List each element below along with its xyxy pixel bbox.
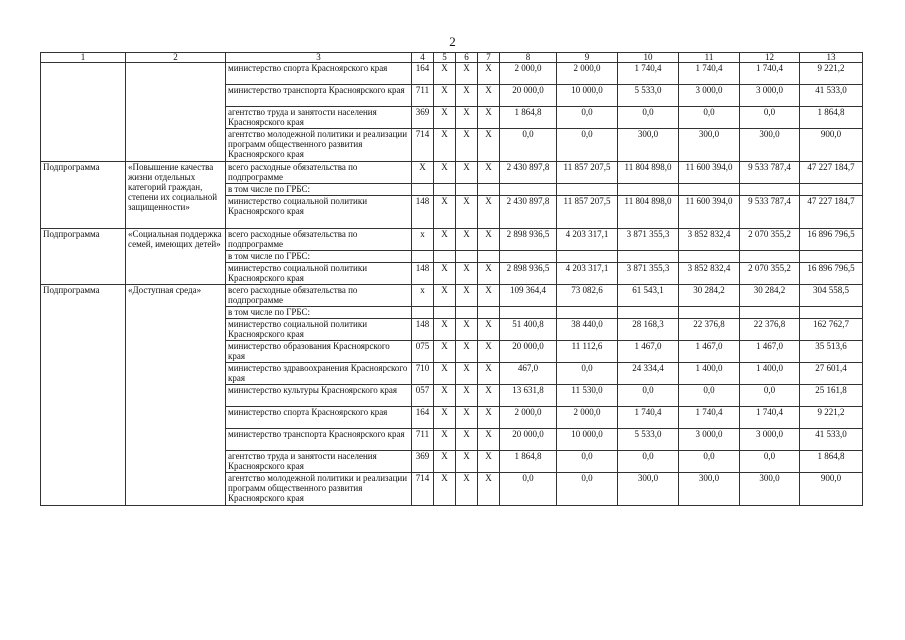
value-cell: 0,0 bbox=[557, 129, 618, 162]
x-cell: X bbox=[478, 107, 500, 129]
value-cell bbox=[618, 184, 679, 196]
total-cell: 900,0 bbox=[800, 129, 863, 162]
value-cell: 2 000,0 bbox=[500, 63, 557, 85]
total-cell bbox=[800, 251, 863, 263]
x-cell: X bbox=[478, 473, 500, 506]
value-cell: 0,0 bbox=[557, 363, 618, 385]
total-cell: 41 533,0 bbox=[800, 85, 863, 107]
value-cell: 3 871 355,3 bbox=[618, 229, 679, 251]
spender-name-cell: министерство транспорта Красноярского края bbox=[226, 429, 412, 451]
value-cell: 11 857 207,5 bbox=[557, 196, 618, 229]
code-cell: 148 bbox=[412, 196, 434, 229]
value-cell: 467,0 bbox=[500, 363, 557, 385]
spender-name-cell: агентство труда и занятости населения Красноярского края bbox=[226, 107, 412, 129]
spender-name-cell: агентство молодежной политики и реализации программ общественного развития Красноярского края bbox=[226, 473, 412, 506]
value-cell: 11 804 898,0 bbox=[618, 196, 679, 229]
x-cell: X bbox=[456, 196, 478, 229]
value-cell bbox=[500, 184, 557, 196]
column-number-cell: 8 bbox=[500, 53, 557, 63]
x-cell: X bbox=[478, 196, 500, 229]
value-cell: 22 376,8 bbox=[679, 319, 740, 341]
x-cell: X bbox=[456, 473, 478, 506]
table-body bbox=[41, 53, 863, 506]
spender-name-cell: агентство молодежной политики и реализации программ общественного развития Красноярского края bbox=[226, 129, 412, 162]
x-cell: X bbox=[434, 407, 456, 429]
value-cell: 20 000,0 bbox=[500, 85, 557, 107]
x-cell: X bbox=[434, 429, 456, 451]
x-cell: X bbox=[456, 451, 478, 473]
value-cell: 2 898 936,5 bbox=[500, 229, 557, 251]
value-cell bbox=[740, 184, 800, 196]
value-cell: 61 543,1 bbox=[618, 285, 679, 307]
value-cell: 1 400,0 bbox=[679, 363, 740, 385]
value-cell: 3 871 355,3 bbox=[618, 263, 679, 285]
code-cell: 369 bbox=[412, 107, 434, 129]
value-cell: 0,0 bbox=[740, 107, 800, 129]
x-cell: X bbox=[456, 319, 478, 341]
value-cell: 10 000,0 bbox=[557, 85, 618, 107]
value-cell bbox=[618, 251, 679, 263]
value-cell: 3 000,0 bbox=[740, 85, 800, 107]
x-cell: X bbox=[478, 85, 500, 107]
x-cell: X bbox=[478, 429, 500, 451]
x-cell: X bbox=[456, 263, 478, 285]
total-cell: 35 513,6 bbox=[800, 341, 863, 363]
value-cell: 0,0 bbox=[679, 107, 740, 129]
value-cell: 0,0 bbox=[557, 107, 618, 129]
value-cell: 5 533,0 bbox=[618, 85, 679, 107]
x-cell: X bbox=[434, 63, 456, 85]
value-cell: 3 000,0 bbox=[740, 429, 800, 451]
value-cell: 30 284,2 bbox=[679, 285, 740, 307]
x-cell: X bbox=[434, 229, 456, 251]
column-number-cell: 5 bbox=[434, 53, 456, 63]
spender-name-cell: всего расходные обязательства по подпрограмме bbox=[226, 285, 412, 307]
spender-name-cell: в том числе по ГРБС: bbox=[226, 251, 412, 263]
value-cell: 300,0 bbox=[618, 473, 679, 506]
value-cell: 1 467,0 bbox=[740, 341, 800, 363]
spender-name-cell: министерство здравоохранения Красноярского края bbox=[226, 363, 412, 385]
program-name-cell: «Социальная поддержка семей, имеющих детей» bbox=[126, 229, 226, 285]
value-cell: 300,0 bbox=[618, 129, 679, 162]
program-type-cell bbox=[41, 63, 126, 162]
total-cell: 41 533,0 bbox=[800, 429, 863, 451]
page-number: 2 bbox=[449, 34, 456, 49]
x-cell: X bbox=[478, 129, 500, 162]
spender-name-cell: в том числе по ГРБС: bbox=[226, 307, 412, 319]
code-cell: x bbox=[412, 229, 434, 251]
value-cell: 4 203 317,1 bbox=[557, 263, 618, 285]
x-cell: X bbox=[456, 63, 478, 85]
x-cell: X bbox=[434, 319, 456, 341]
value-cell: 2 070 355,2 bbox=[740, 263, 800, 285]
column-number-cell: 7 bbox=[478, 53, 500, 63]
x-cell: X bbox=[478, 451, 500, 473]
value-cell: 3 000,0 bbox=[679, 85, 740, 107]
x-cell bbox=[434, 307, 456, 319]
value-cell: 11 530,0 bbox=[557, 385, 618, 407]
spender-name-cell: в том числе по ГРБС: bbox=[226, 184, 412, 196]
value-cell: 1 467,0 bbox=[618, 341, 679, 363]
code-cell: 714 bbox=[412, 473, 434, 506]
code-cell: 164 bbox=[412, 407, 434, 429]
spender-name-cell: министерство спорта Красноярского края bbox=[226, 63, 412, 85]
value-cell: 22 376,8 bbox=[740, 319, 800, 341]
value-cell: 5 533,0 bbox=[618, 429, 679, 451]
total-cell: 25 161,8 bbox=[800, 385, 863, 407]
column-number-cell: 12 bbox=[740, 53, 800, 63]
total-cell: 16 896 796,5 bbox=[800, 263, 863, 285]
value-cell: 109 364,4 bbox=[500, 285, 557, 307]
x-cell: X bbox=[434, 363, 456, 385]
value-cell: 20 000,0 bbox=[500, 341, 557, 363]
value-cell bbox=[500, 307, 557, 319]
x-cell: X bbox=[478, 229, 500, 251]
code-cell: 369 bbox=[412, 451, 434, 473]
column-number-cell: 2 bbox=[126, 53, 226, 63]
x-cell: X bbox=[478, 363, 500, 385]
spender-name-cell: министерство социальной политики Красноярского края bbox=[226, 263, 412, 285]
total-cell: 1 864,8 bbox=[800, 451, 863, 473]
program-type-cell: Подпрограмма bbox=[41, 229, 126, 285]
x-cell: X bbox=[456, 129, 478, 162]
value-cell: 2 000,0 bbox=[557, 63, 618, 85]
spender-name-cell: министерство спорта Красноярского края bbox=[226, 407, 412, 429]
column-number-row bbox=[41, 53, 863, 63]
table-row bbox=[41, 285, 863, 307]
column-number-cell: 1 bbox=[41, 53, 126, 63]
value-cell: 3 852 832,4 bbox=[679, 263, 740, 285]
value-cell: 38 440,0 bbox=[557, 319, 618, 341]
x-cell: X bbox=[456, 162, 478, 184]
value-cell: 1 467,0 bbox=[679, 341, 740, 363]
spender-name-cell: всего расходные обязательства по подпрограмме bbox=[226, 229, 412, 251]
total-cell: 304 558,5 bbox=[800, 285, 863, 307]
code-cell bbox=[412, 251, 434, 263]
code-cell bbox=[412, 184, 434, 196]
value-cell: 3 000,0 bbox=[679, 429, 740, 451]
code-cell: 148 bbox=[412, 319, 434, 341]
total-cell: 1 864,8 bbox=[800, 107, 863, 129]
value-cell: 20 000,0 bbox=[500, 429, 557, 451]
program-name-cell: «Доступная среда» bbox=[126, 285, 226, 506]
code-cell: 710 bbox=[412, 363, 434, 385]
code-cell: 714 bbox=[412, 129, 434, 162]
x-cell: X bbox=[478, 319, 500, 341]
code-cell: 057 bbox=[412, 385, 434, 407]
value-cell: 1 740,4 bbox=[679, 63, 740, 85]
code-cell: 711 bbox=[412, 85, 434, 107]
value-cell: 0,0 bbox=[618, 107, 679, 129]
x-cell: X bbox=[478, 285, 500, 307]
value-cell: 2 000,0 bbox=[557, 407, 618, 429]
column-number-cell: 13 bbox=[800, 53, 863, 63]
total-cell: 9 221,2 bbox=[800, 407, 863, 429]
value-cell: 73 082,6 bbox=[557, 285, 618, 307]
value-cell: 9 533 787,4 bbox=[740, 196, 800, 229]
spender-name-cell: всего расходные обязательства по подпрограмме bbox=[226, 162, 412, 184]
x-cell: X bbox=[456, 85, 478, 107]
x-cell bbox=[456, 184, 478, 196]
total-cell: 162 762,7 bbox=[800, 319, 863, 341]
total-cell: 47 227 184,7 bbox=[800, 162, 863, 184]
value-cell bbox=[679, 307, 740, 319]
value-cell: 1 740,4 bbox=[618, 407, 679, 429]
value-cell: 300,0 bbox=[679, 129, 740, 162]
x-cell: X bbox=[456, 385, 478, 407]
budget-table bbox=[40, 52, 863, 506]
value-cell: 30 284,2 bbox=[740, 285, 800, 307]
x-cell: X bbox=[434, 196, 456, 229]
value-cell: 9 533 787,4 bbox=[740, 162, 800, 184]
x-cell: X bbox=[456, 363, 478, 385]
value-cell: 0,0 bbox=[500, 129, 557, 162]
value-cell: 0,0 bbox=[679, 385, 740, 407]
value-cell: 2 898 936,5 bbox=[500, 263, 557, 285]
program-type-cell: Подпрограмма bbox=[41, 162, 126, 229]
value-cell: 10 000,0 bbox=[557, 429, 618, 451]
column-number-cell: 4 bbox=[412, 53, 434, 63]
spender-name-cell: министерство социальной политики Красноярского края bbox=[226, 196, 412, 229]
x-cell: X bbox=[478, 407, 500, 429]
value-cell: 0,0 bbox=[679, 451, 740, 473]
x-cell bbox=[478, 307, 500, 319]
value-cell bbox=[740, 251, 800, 263]
table-row bbox=[41, 63, 863, 85]
program-name-cell: «Повышение качества жизни отдельных категорий граждан, степени их социальной защищенности» bbox=[126, 162, 226, 229]
total-cell: 47 227 184,7 bbox=[800, 196, 863, 229]
value-cell: 11 600 394,0 bbox=[679, 162, 740, 184]
value-cell: 1 740,4 bbox=[618, 63, 679, 85]
code-cell: 075 bbox=[412, 341, 434, 363]
value-cell: 0,0 bbox=[557, 473, 618, 506]
total-cell bbox=[800, 184, 863, 196]
x-cell bbox=[478, 184, 500, 196]
x-cell bbox=[434, 184, 456, 196]
value-cell: 0,0 bbox=[740, 385, 800, 407]
value-cell bbox=[557, 184, 618, 196]
x-cell: X bbox=[478, 341, 500, 363]
value-cell bbox=[679, 251, 740, 263]
value-cell bbox=[557, 307, 618, 319]
column-number-cell: 6 bbox=[456, 53, 478, 63]
column-number-cell: 9 bbox=[557, 53, 618, 63]
x-cell: X bbox=[434, 285, 456, 307]
value-cell: 1 740,4 bbox=[740, 407, 800, 429]
x-cell: X bbox=[478, 263, 500, 285]
column-number-cell: 10 bbox=[618, 53, 679, 63]
x-cell bbox=[478, 251, 500, 263]
value-cell: 1 864,8 bbox=[500, 451, 557, 473]
x-cell: X bbox=[456, 229, 478, 251]
x-cell: X bbox=[478, 162, 500, 184]
x-cell bbox=[456, 251, 478, 263]
value-cell: 1 864,8 bbox=[500, 107, 557, 129]
value-cell bbox=[500, 251, 557, 263]
value-cell: 11 600 394,0 bbox=[679, 196, 740, 229]
code-cell: x bbox=[412, 285, 434, 307]
value-cell: 11 804 898,0 bbox=[618, 162, 679, 184]
x-cell: X bbox=[478, 385, 500, 407]
value-cell bbox=[740, 307, 800, 319]
code-cell: X bbox=[412, 162, 434, 184]
value-cell: 51 400,8 bbox=[500, 319, 557, 341]
x-cell: X bbox=[478, 63, 500, 85]
value-cell: 0,0 bbox=[618, 385, 679, 407]
value-cell: 2 430 897,8 bbox=[500, 196, 557, 229]
x-cell: X bbox=[434, 473, 456, 506]
column-number-cell: 3 bbox=[226, 53, 412, 63]
value-cell: 1 400,0 bbox=[740, 363, 800, 385]
total-cell bbox=[800, 307, 863, 319]
value-cell: 0,0 bbox=[557, 451, 618, 473]
value-cell: 3 852 832,4 bbox=[679, 229, 740, 251]
table-row bbox=[41, 162, 863, 184]
x-cell: X bbox=[456, 107, 478, 129]
x-cell: X bbox=[434, 263, 456, 285]
value-cell bbox=[618, 307, 679, 319]
spender-name-cell: агентство труда и занятости населения Красноярского края bbox=[226, 451, 412, 473]
value-cell: 300,0 bbox=[740, 473, 800, 506]
total-cell: 27 601,4 bbox=[800, 363, 863, 385]
x-cell: X bbox=[456, 341, 478, 363]
value-cell: 300,0 bbox=[740, 129, 800, 162]
total-cell: 900,0 bbox=[800, 473, 863, 506]
x-cell: X bbox=[434, 341, 456, 363]
x-cell: X bbox=[434, 451, 456, 473]
x-cell: X bbox=[434, 162, 456, 184]
x-cell: X bbox=[434, 107, 456, 129]
value-cell: 2 070 355,2 bbox=[740, 229, 800, 251]
x-cell bbox=[456, 307, 478, 319]
value-cell bbox=[557, 251, 618, 263]
x-cell: X bbox=[434, 129, 456, 162]
value-cell: 300,0 bbox=[679, 473, 740, 506]
value-cell: 1 740,4 bbox=[740, 63, 800, 85]
value-cell: 0,0 bbox=[740, 451, 800, 473]
code-cell: 711 bbox=[412, 429, 434, 451]
column-number-cell: 11 bbox=[679, 53, 740, 63]
value-cell: 4 203 317,1 bbox=[557, 229, 618, 251]
x-cell bbox=[434, 251, 456, 263]
value-cell: 1 740,4 bbox=[679, 407, 740, 429]
table-row bbox=[41, 229, 863, 251]
x-cell: X bbox=[456, 285, 478, 307]
value-cell: 24 334,4 bbox=[618, 363, 679, 385]
value-cell bbox=[679, 184, 740, 196]
code-cell bbox=[412, 307, 434, 319]
total-cell: 9 221,2 bbox=[800, 63, 863, 85]
program-name-cell bbox=[126, 63, 226, 162]
value-cell: 28 168,3 bbox=[618, 319, 679, 341]
spender-name-cell: министерство образования Красноярского края bbox=[226, 341, 412, 363]
code-cell: 164 bbox=[412, 63, 434, 85]
value-cell: 11 112,6 bbox=[557, 341, 618, 363]
code-cell: 148 bbox=[412, 263, 434, 285]
total-cell: 16 896 796,5 bbox=[800, 229, 863, 251]
value-cell: 0,0 bbox=[500, 473, 557, 506]
spender-name-cell: министерство транспорта Красноярского края bbox=[226, 85, 412, 107]
value-cell: 2 000,0 bbox=[500, 407, 557, 429]
spender-name-cell: министерство культуры Красноярского края bbox=[226, 385, 412, 407]
value-cell: 2 430 897,8 bbox=[500, 162, 557, 184]
x-cell: X bbox=[434, 385, 456, 407]
spender-name-cell: министерство социальной политики Красноярского края bbox=[226, 319, 412, 341]
value-cell: 0,0 bbox=[618, 451, 679, 473]
program-type-cell: Подпрограмма bbox=[41, 285, 126, 506]
x-cell: X bbox=[434, 85, 456, 107]
x-cell: X bbox=[456, 407, 478, 429]
x-cell: X bbox=[456, 429, 478, 451]
value-cell: 13 631,8 bbox=[500, 385, 557, 407]
value-cell: 11 857 207,5 bbox=[557, 162, 618, 184]
